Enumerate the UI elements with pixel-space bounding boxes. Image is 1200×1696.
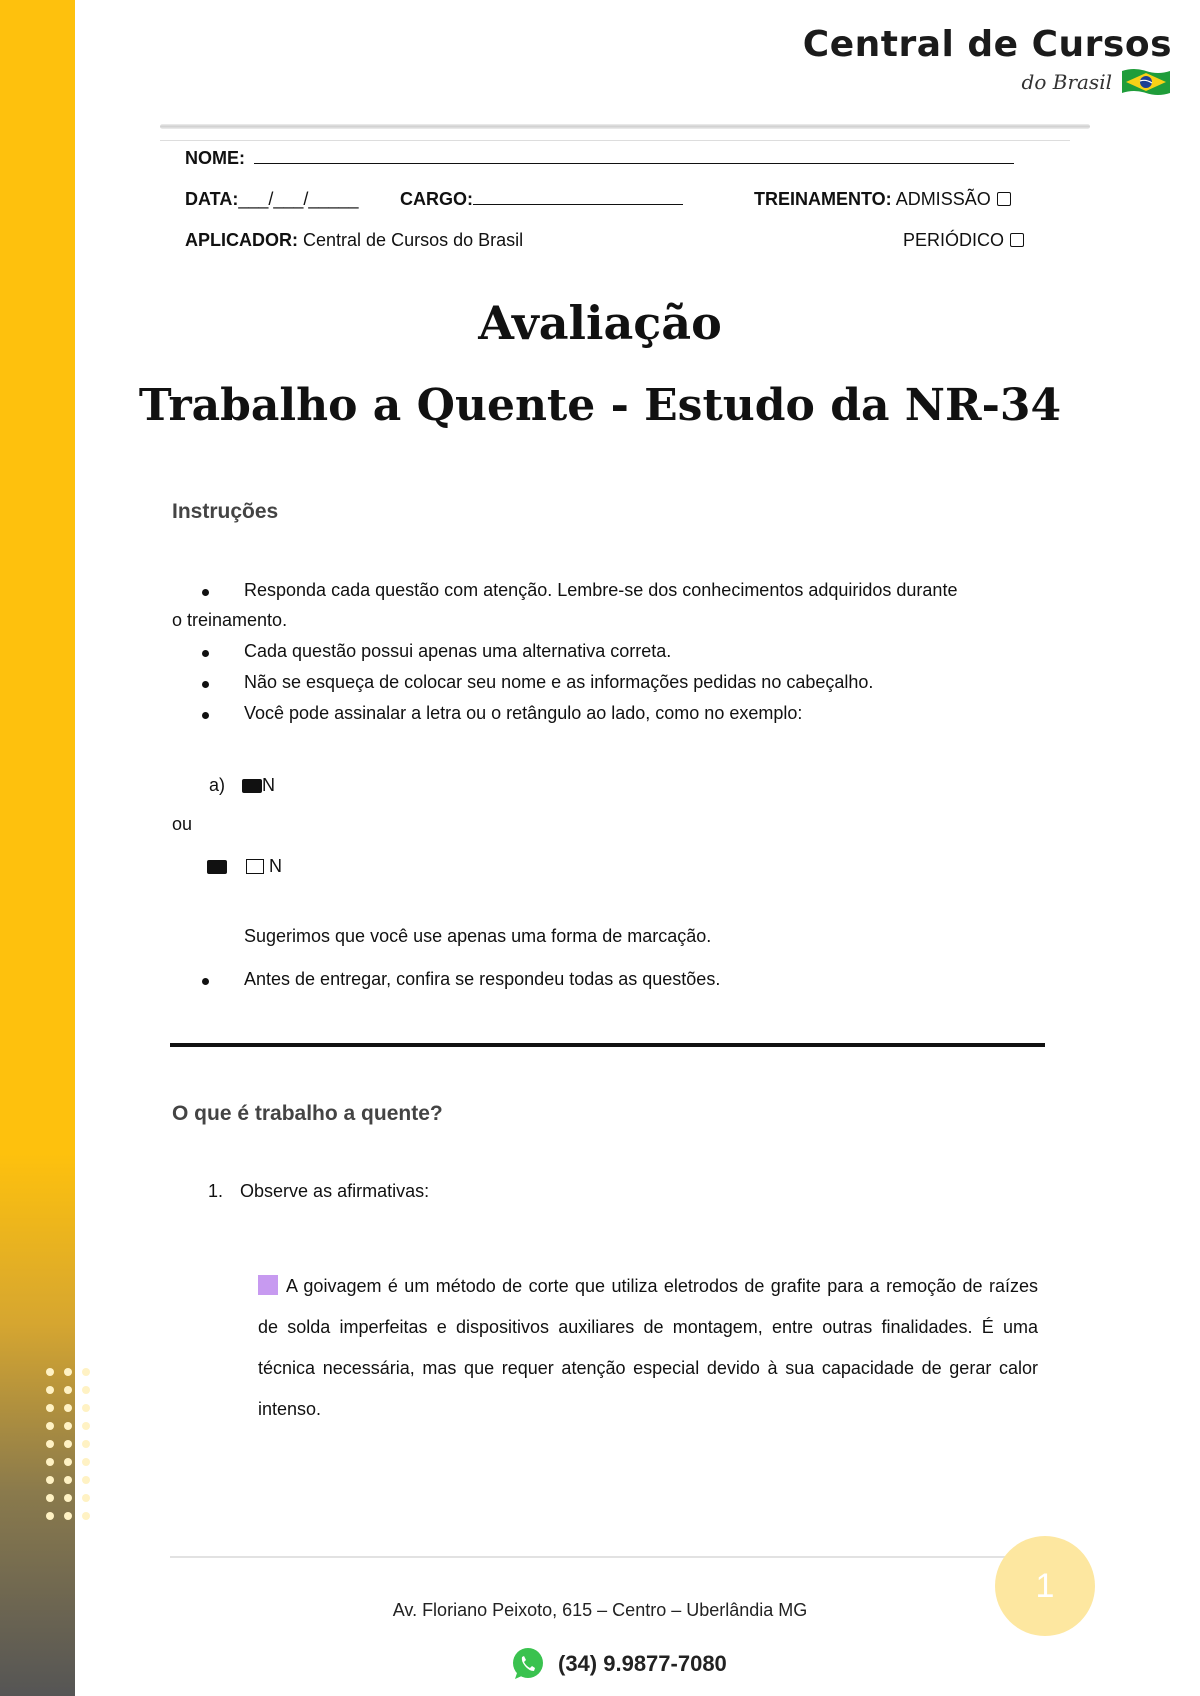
statement-paragraph	[258, 1266, 1038, 1430]
instruction-item-1: Responda cada questão com atenção. Lembre-se dos conhecimentos adquiridos durante	[244, 580, 958, 600]
or-label: ou	[172, 814, 193, 834]
empty-box-icon	[246, 859, 264, 874]
answer-box-icon[interactable]	[258, 1275, 278, 1295]
page-subtitle: Trabalho a Quente - Estudo da NR-34	[138, 380, 1062, 431]
bullet-icon	[202, 589, 209, 596]
cargo-field[interactable]	[473, 190, 683, 205]
date-row	[185, 189, 358, 210]
statement-text: A goivagem é um método de corte que utiliza eletrodos de grafite para a remoção de raízes de solda imperfeitas e dispositivos auxiliares de montagem, entre outras finalidades. É uma técnica necessária, mas que requer atenção especial devido à sua capacidade de gerar calor intenso.	[258, 1276, 1038, 1419]
periodico-checkbox[interactable]	[1010, 233, 1024, 247]
example-option-2: N	[269, 856, 283, 876]
example-1	[209, 775, 275, 796]
name-row	[185, 148, 1014, 169]
filled-box-icon	[242, 779, 262, 793]
treinamento-label: TREINAMENTO:	[754, 189, 892, 209]
admissao-label: ADMISSÃO	[895, 189, 991, 209]
suggestion-text: Sugerimos que você use apenas uma forma de marcação.	[244, 926, 712, 946]
page-number: 1	[995, 1536, 1095, 1636]
aplicador-label: APLICADOR:	[185, 230, 298, 250]
instruction-item-5: Antes de entregar, confira se respondeu todas as questões.	[244, 969, 721, 989]
bullet-icon	[202, 681, 209, 688]
example-2	[207, 856, 282, 877]
footer-phone	[510, 1646, 727, 1682]
instruction-item-2: Cada questão possui apenas uma alternativa correta.	[244, 641, 672, 661]
name-field[interactable]	[254, 149, 1014, 164]
instructions-heading: Instruções	[172, 500, 279, 523]
example-letter: a)	[209, 775, 226, 795]
periodico-label: PERIÓDICO	[903, 230, 1005, 250]
date-field[interactable]: ___/___/_____	[238, 189, 359, 209]
example-option: N	[262, 775, 276, 795]
logo-subtitle: do Brasil	[1021, 70, 1112, 94]
instruction-item-1-cont: o treinamento.	[172, 610, 288, 630]
instruction-item-4: Você pode assinalar a letra ou o retângulo ao lado, como no exemplo:	[244, 703, 803, 723]
cargo-label: CARGO:	[400, 189, 473, 209]
date-label: DATA:	[185, 189, 239, 209]
section-heading: O que é trabalho a quente?	[172, 1102, 443, 1125]
bullet-icon	[202, 978, 209, 985]
name-label: NOME:	[185, 148, 245, 168]
section-divider	[170, 1043, 1045, 1047]
page-title: Avaliação	[478, 296, 722, 350]
treinamento-row	[754, 189, 1011, 210]
company-logo	[803, 24, 1172, 97]
phone-number: (34) 9.9877-7080	[558, 1651, 727, 1676]
header-rule-thin	[160, 140, 1070, 141]
instruction-item-3: Não se esqueça de colocar seu nome e as informações pedidas no cabeçalho.	[244, 672, 874, 692]
aplicador-value: Central de Cursos do Brasil	[303, 230, 524, 250]
bullet-icon	[202, 712, 209, 719]
brazil-flag-icon	[1120, 67, 1172, 97]
bullet-icon	[202, 650, 209, 657]
header-rule	[160, 124, 1090, 129]
footer-address: Av. Floriano Peixoto, 615 – Centro – Uberlândia MG	[392, 1600, 808, 1620]
question-text: Observe as afirmativas:	[240, 1181, 430, 1201]
cargo-row	[400, 189, 683, 210]
footer-rule	[170, 1556, 1050, 1558]
logo-title: Central de Cursos	[802, 24, 1172, 65]
dot-pattern	[46, 1368, 90, 1520]
filled-letter-icon	[207, 860, 227, 874]
aplicador-row	[185, 230, 523, 251]
periodico-row	[903, 230, 1024, 251]
admissao-checkbox[interactable]	[997, 192, 1011, 206]
question-number: 1.	[208, 1181, 224, 1201]
question-1	[208, 1181, 429, 1202]
whatsapp-icon	[510, 1646, 546, 1682]
